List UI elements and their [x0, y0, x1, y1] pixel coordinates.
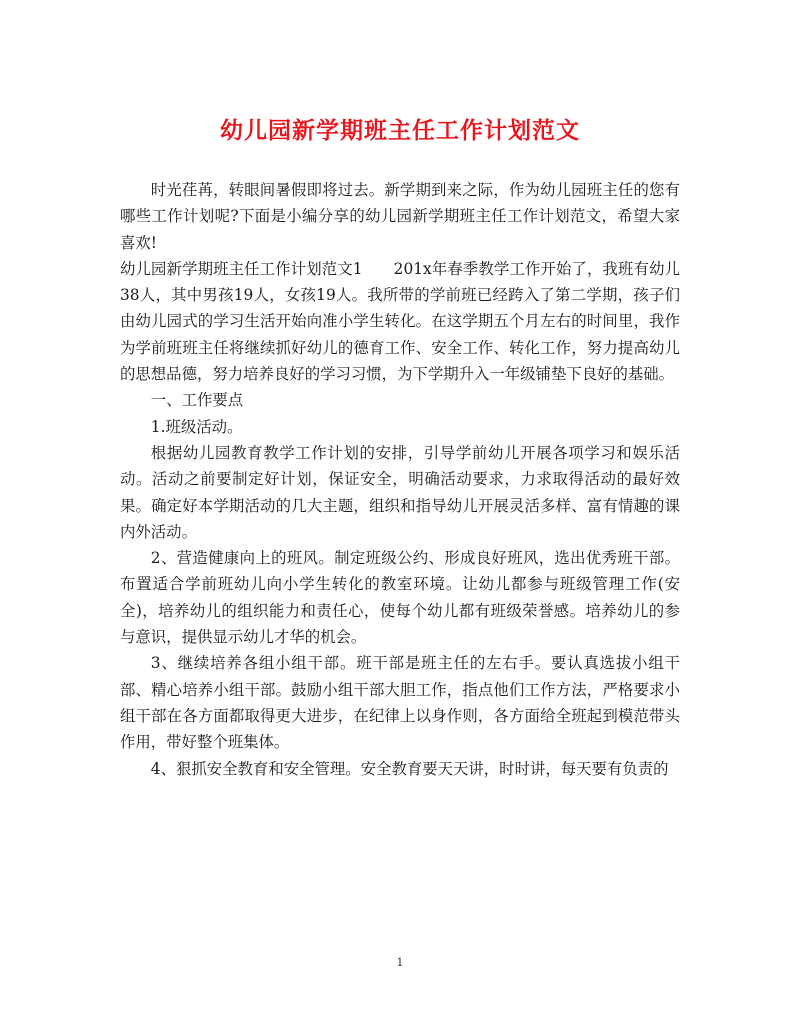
document-body [120, 177, 680, 782]
intro-paragraph: 时光荏苒，转眼间暑假即将过去。新学期到来之际，作为幼儿园班主任的您有哪些工作计划呢?下面是小编分享的幼儿园新学期班主任工作计划范文，希望大家喜欢! [120, 181, 680, 252]
item-heading-class-activities: 1.班级活动。 [150, 417, 243, 436]
page-number: 1 [396, 956, 404, 969]
class-spirit-paragraph: 2、营造健康向上的班风。制定班级公约、形成良好班风，选出优秀班干部。布置适合学前班幼儿向小学生转化的教室环境。让幼儿都参与班级管理工作(安全)，培养幼儿的组织能力和责任心，使每个幼儿都有班级荣誉感。培养幼儿的参与意识，提供显示幼儿才华的机会。 [120, 549, 680, 647]
sample-one-paragraph: 幼儿园新学期班主任工作计划范文1 201x年春季教学工作开始了，我班有幼儿38人，其中男孩19人，女孩19人。我所带的学前班已经跨入了第二学期，孩子们由幼儿园式的学习生活开始向准小学生转化。在这学期五个月左右的时间里，我作为学前班班主任将继续抓好幼儿的德育工作、安全工作、转化工作，努力提高幼儿的思想品德，努力培养良好的学习习惯，为下学期升入一年级铺垫下良好的基础。 [120, 259, 680, 384]
document-title: 幼儿园新学期班主任工作计划范文 [220, 117, 580, 144]
class-activities-paragraph: 根据幼儿园教育教学工作计划的安排，引导学前幼儿开展各项学习和娱乐活动。活动之前要制定好计划，保证安全，明确活动要求，力求取得活动的最好效果。确定好本学期活动的几大主题，组织和指导幼儿开展灵活多样、富有情趣的课内外活动。 [120, 443, 680, 541]
safety-education-paragraph: 4、狠抓安全教育和安全管理。安全教育要天天讲，时时讲，每天要有负责的 [150, 759, 669, 778]
section-heading-work-points: 一、工作要点 [150, 391, 244, 410]
group-leaders-paragraph: 3、继续培养各组小组干部。班干部是班主任的左右手。要认真选拔小组干部、精心培养小组干部。鼓励小组干部大胆工作，指点他们工作方法，严格要求小组干部在各方面都取得更大进步，在纪律上以身作则，各方面给全班起到模范带头作用，带好整个班集体。 [120, 654, 680, 752]
